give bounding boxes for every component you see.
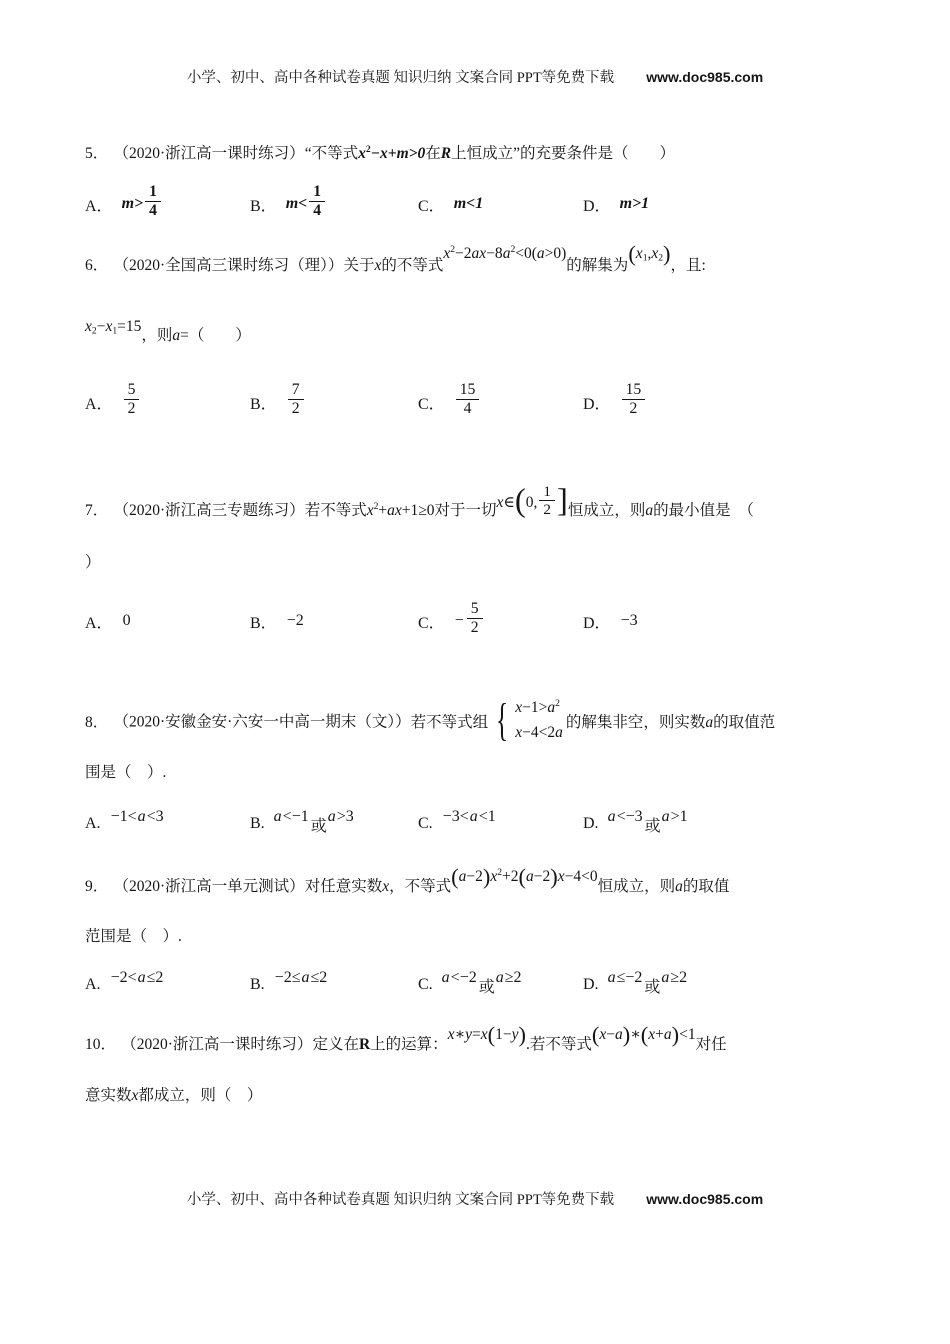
option-label: A. [85,976,101,993]
question-9-source: （2020·浙江高一单元测试） [121,878,305,895]
option-content: a<−2 或 a≥2 [441,969,522,996]
question-6-stem-line [85,240,706,277]
footer-promo-text: 小学、初中、高中各种试卷真题 知识归纳 文案合同 PPT等免费下载 [186,1192,615,1208]
option-label: B. [250,976,265,993]
option-label: D. [583,976,599,993]
option-label: C. [418,976,433,993]
question-8-option-a [85,802,165,846]
option-content: −1<a<3 [110,808,164,825]
option-label: D. [583,815,599,832]
question-9-option-c [418,963,523,1007]
question-7-option-b [250,598,305,644]
option-label: B． [250,614,277,632]
question-5-stem-line [85,144,675,164]
question-8-option-d [583,802,689,846]
option-label: C. [418,815,433,832]
question-6-stem: 关于x的不等式$x^2-2ax-8a^2<0(a>0)$的解集为(x1,x2)，且: [343,240,706,274]
option-content: −2 [286,612,304,629]
question-5-option-b [250,181,327,227]
option-content: $\frac{15}{4}$ [454,384,482,420]
question-8-stem-line2: 围是（ ）. [85,764,167,781]
option-label: A． [85,614,113,632]
question-10-stem: 定义在R上的运算：x∗y=x(1−y).若不等式(x−a)∗(x+a)<1对任 [312,1021,727,1053]
option-label: A． [85,197,113,215]
option-label: D． [583,614,611,632]
question-6-option-c [418,379,481,425]
question-7-stem-line2: ） [85,554,101,571]
option-content: m> $\frac{1}{4}$ [122,186,163,222]
option-content: $\frac{5}{2}$ [122,384,142,420]
question-8-option-c [418,802,497,846]
question-10-number: 10． [85,1036,117,1053]
question-5-option-d [583,181,649,227]
question-5-source: （2020·浙江高一课时练习） [121,145,305,162]
question-6-option-d [583,379,647,425]
option-content: m< $\frac{1}{4}$ [286,186,327,222]
option-label: B． [250,395,277,413]
option-label: A． [85,395,113,413]
option-label: C． [418,197,445,215]
question-8-stem: 若不等式组 { $x-1>a^2$ x−4<2a 的解集非空，则实数a的取值范 [410,694,776,745]
question-9-stem: 对任意实数x，不等式$(a-2)x^2+2(a-2)x-4<0$恒成立，则a的取值 [304,863,730,895]
question-6-option-b [250,379,306,425]
question-6-source: （2020·全国高三课时练习（理）） [121,257,344,274]
option-content: 0 [122,612,131,629]
question-5-option-c [418,181,483,227]
footer-url-link[interactable]: www.doc985.com [646,1191,764,1207]
option-content: $\frac{15}{2}$ [620,384,648,420]
option-content: −3<a<1 [442,808,496,825]
option-content: a<−1 或 a>3 [273,808,354,835]
header-url-link[interactable]: www.doc985.com [646,69,764,85]
question-9-number: 9． [85,878,109,895]
question-10-stem-line2: 意实数x都成立，则（ ） [85,1087,263,1104]
option-content: −2≤a≤2 [274,969,328,986]
question-8-option-b [250,802,355,846]
page-footer [0,1188,950,1209]
question-9-option-d [583,963,688,1007]
question-7-options-row [0,598,950,644]
question-6-number: 6． [85,257,109,274]
question-9-option-b [250,963,328,1007]
question-5-options-row [0,181,950,227]
option-label: B． [250,197,277,215]
option-content: m>1 [619,195,650,212]
option-content: − $\frac{5}{2}$ [454,603,485,639]
question-7-option-d [583,598,639,644]
option-content: −3 [620,612,638,629]
question-10-source: （2020·浙江高一课时练习） [129,1036,313,1053]
option-content: $\frac{7}{2}$ [286,384,306,420]
question-5-stem: “不等式$x^2-x+m>0$在R上恒成立”的充要条件是（ ） [304,144,675,162]
question-7-option-a [85,598,132,644]
question-5-number: 5． [85,145,109,162]
question-9-stem-line2: 范围是（ ）. [85,928,182,945]
question-6-stem-line2: x2−x1=15，则a=（ ） [85,318,251,344]
option-content: −2<a≤2 [110,969,164,986]
option-label: D． [583,395,611,413]
option-content: a<−3 或 a>1 [607,808,688,835]
page-header [0,66,950,87]
question-10-stem-line [85,1021,727,1055]
question-7-source: （2020·浙江高三专题练习） [121,501,305,519]
question-7-number: 7． [85,501,109,519]
question-6-options-row [0,379,950,425]
question-7-stem-line [85,482,754,529]
option-content: a≤−2 或 a≥2 [607,969,688,996]
question-9-options-row [0,963,950,1007]
question-8-options-row [0,802,950,846]
option-label: A. [85,815,101,832]
option-label: B. [250,815,265,832]
question-5-option-a [85,181,163,227]
option-label: C． [418,395,445,413]
option-content: m<1 [453,195,484,212]
question-8-number: 8． [85,713,109,731]
question-8-source: （2020·安徽金安·六安一中高一期末（文）） [121,713,411,731]
option-label: D． [583,197,611,215]
header-promo-text: 小学、初中、高中各种试卷真题 知识归纳 文案合同 PPT等免费下载 [186,70,615,86]
question-9-stem-line [85,863,730,897]
question-6-option-a [85,379,141,425]
question-7-stem: 若不等式$x^2+ax+1\ge 0$对于一切x∈(0, $\frac{1}{2}$ ]恒成立，则a的最小值是 （ [304,482,754,519]
question-9-option-a [85,963,164,1007]
option-label: C． [418,614,445,632]
question-7-option-c [418,598,485,644]
question-8-stem-line [85,694,776,746]
